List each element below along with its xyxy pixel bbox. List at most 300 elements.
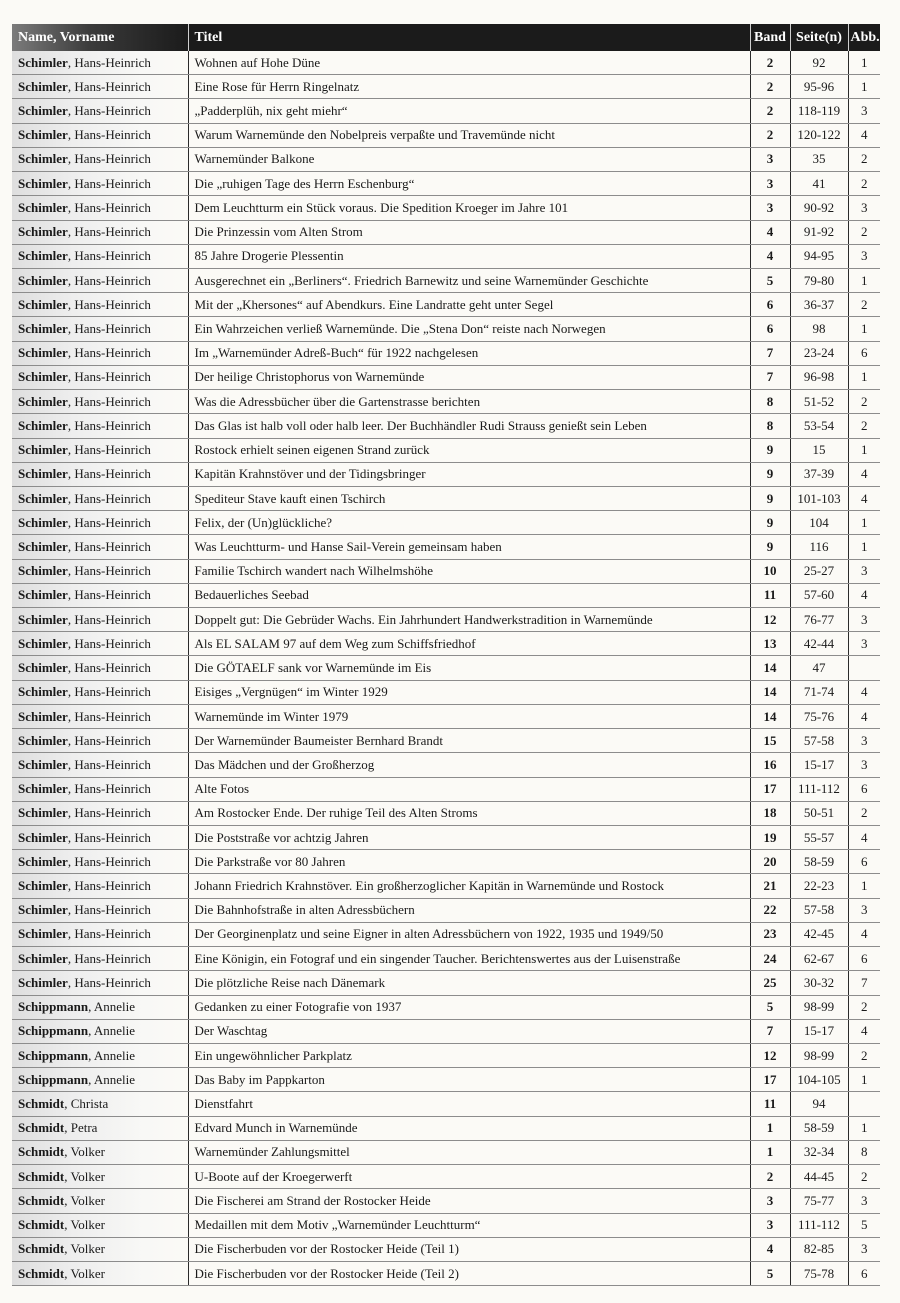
article-title: Wohnen auf Hohe Düne [188,51,750,75]
table-row [12,704,880,728]
table-body [12,51,880,1286]
author-given-name: Hans-Heinrich [74,127,151,143]
table-row [12,75,880,99]
author-surname: Schimler [18,296,68,312]
band-number: 5 [750,995,790,1019]
author-cell: Schippmann, Annelie [12,1043,188,1067]
page-range: 37-39 [790,462,848,486]
article-title: Eisiges „Vergnügen“ im Winter 1929 [188,680,750,704]
author-surname: Schmidt [18,1217,65,1233]
table-row [12,1092,880,1116]
author-surname: Schmidt [18,1120,65,1136]
band-number: 23 [750,922,790,946]
article-title: Die Parkstraße vor 80 Jahren [188,850,750,874]
author-cell: Schimler, Hans-Heinrich [12,390,188,414]
page-range: 35 [790,147,848,171]
header-seite: Seite(n) [790,24,848,51]
article-title: Der Waschtag [188,1019,750,1043]
article-title: Das Mädchen und der Großherzog [188,753,750,777]
article-title: Gedanken zu einer Fotografie von 1937 [188,995,750,1019]
article-title: Was die Adressbücher über die Gartenstrasse berichten [188,390,750,414]
author-given-name: Hans-Heinrich [74,321,151,337]
author-given-name: Volker [70,1192,105,1208]
author-cell: Schimler, Hans-Heinrich [12,244,188,268]
author-cell: Schimler, Hans-Heinrich [12,317,188,341]
page-range: 95-96 [790,75,848,99]
band-number: 25 [750,971,790,995]
table-row [12,1261,880,1285]
article-title: Die Poststraße vor achtzig Jahren [188,826,750,850]
article-title: Was Leuchtturm- und Hanse Sail-Verein gemeinsam haben [188,535,750,559]
author-given-name: Volker [70,1168,105,1184]
author-surname: Schmidt [18,1168,65,1184]
author-given-name: Hans-Heinrich [74,684,151,700]
author-surname: Schimler [18,393,68,409]
table-row [12,414,880,438]
author-given-name: Hans-Heinrich [74,660,151,676]
article-title: U-Boote auf der Kroegerwerft [188,1165,750,1189]
band-number: 2 [750,51,790,75]
figure-count: 1 [848,365,880,389]
band-number: 9 [750,486,790,510]
article-title: Felix, der (Un)glückliche? [188,511,750,535]
figure-count: 2 [848,1043,880,1067]
author-given-name: Hans-Heinrich [74,926,151,942]
page-range: 76-77 [790,608,848,632]
table-row [12,147,880,171]
page-range: 15-17 [790,1019,848,1043]
page-range: 57-58 [790,729,848,753]
band-number: 6 [750,293,790,317]
table-row [12,293,880,317]
article-title: Doppelt gut: Die Gebrüder Wachs. Ein Jahrhundert Handwerkstradition in Warnemünde [188,608,750,632]
author-cell: Schimler, Hans-Heinrich [12,608,188,632]
header-band: Band [750,24,790,51]
article-title: Warum Warnemünde den Nobelpreis verpaßte und Travemünde nicht [188,123,750,147]
article-title: Die Fischerbuden vor der Rostocker Heide (Teil 2) [188,1261,750,1285]
table-row [12,1165,880,1189]
page-range: 57-60 [790,583,848,607]
author-given-name: Annelie [93,999,136,1015]
author-cell: Schimler, Hans-Heinrich [12,75,188,99]
table-row [12,826,880,850]
author-given-name: Hans-Heinrich [74,732,151,748]
table-row [12,1043,880,1067]
author-given-name: Hans-Heinrich [74,248,151,264]
table-row [12,1116,880,1140]
article-title: Medaillen mit dem Motiv „Warnemünder Leuchtturm“ [188,1213,750,1237]
table-row [12,1140,880,1164]
author-cell: Schippmann, Annelie [12,1068,188,1092]
author-cell: Schimler, Hans-Heinrich [12,535,188,559]
author-cell: Schippmann, Annelie [12,995,188,1019]
author-surname: Schimler [18,345,68,361]
author-surname: Schimler [18,417,68,433]
author-cell: Schmidt, Volker [12,1237,188,1261]
article-title: Die „ruhigen Tage des Herrn Eschenburg“ [188,172,750,196]
author-surname: Schippmann [18,1047,89,1063]
author-given-name: Annelie [93,1071,136,1087]
author-given-name: Volker [70,1241,105,1257]
author-surname: Schimler [18,514,68,530]
table-row [12,317,880,341]
author-given-name: Hans-Heinrich [74,417,151,433]
figure-count [848,1092,880,1116]
page-range: 118-119 [790,99,848,123]
author-surname: Schimler [18,127,68,143]
figure-count: 2 [848,147,880,171]
page-range: 41 [790,172,848,196]
band-number: 1 [750,1116,790,1140]
author-given-name: Hans-Heinrich [74,54,151,70]
author-surname: Schimler [18,660,68,676]
table-row [12,632,880,656]
figure-count: 3 [848,244,880,268]
page-range: 71-74 [790,680,848,704]
author-given-name: Hans-Heinrich [74,442,151,458]
page-range: 75-76 [790,704,848,728]
band-number: 9 [750,511,790,535]
author-surname: Schmidt [18,1144,65,1160]
band-number: 18 [750,801,790,825]
article-title: Die plötzliche Reise nach Dänemark [188,971,750,995]
article-title: „Padderplüh, nix geht miehr“ [188,99,750,123]
article-title: Kapitän Krahnstöver und der Tidingsbringer [188,462,750,486]
page-range: 32-34 [790,1140,848,1164]
page-range: 98 [790,317,848,341]
author-given-name: Hans-Heinrich [74,974,151,990]
author-cell: Schmidt, Volker [12,1261,188,1285]
author-surname: Schimler [18,175,68,191]
author-surname: Schmidt [18,1096,65,1112]
page-range: 30-32 [790,971,848,995]
author-surname: Schimler [18,974,68,990]
table-row [12,922,880,946]
author-cell: Schimler, Hans-Heinrich [12,874,188,898]
page-range: 98-99 [790,995,848,1019]
author-surname: Schimler [18,732,68,748]
author-given-name: Hans-Heinrich [74,878,151,894]
table-row [12,971,880,995]
page-range: 101-103 [790,486,848,510]
author-surname: Schimler [18,853,68,869]
author-given-name: Volker [70,1217,105,1233]
author-surname: Schimler [18,151,68,167]
table-row [12,1019,880,1043]
author-given-name: Hans-Heinrich [74,490,151,506]
figure-count: 3 [848,898,880,922]
article-title: Die Prinzessin vom Alten Strom [188,220,750,244]
figure-count: 1 [848,268,880,292]
author-cell: Schimler, Hans-Heinrich [12,898,188,922]
author-given-name: Hans-Heinrich [74,514,151,530]
figure-count: 4 [848,462,880,486]
author-given-name: Hans-Heinrich [74,781,151,797]
figure-count: 3 [848,1189,880,1213]
band-number: 13 [750,632,790,656]
author-cell: Schimler, Hans-Heinrich [12,462,188,486]
author-cell: Schimler, Hans-Heinrich [12,801,188,825]
author-cell: Schimler, Hans-Heinrich [12,656,188,680]
author-given-name: Hans-Heinrich [74,369,151,385]
page-range: 53-54 [790,414,848,438]
author-surname: Schimler [18,635,68,651]
article-title: Ein Wahrzeichen verließ Warnemünde. Die „Stena Don“ reiste nach Norwegen [188,317,750,341]
band-number: 7 [750,365,790,389]
author-surname: Schimler [18,805,68,821]
table-row [12,947,880,971]
article-title: Dienstfahrt [188,1092,750,1116]
article-title: Warnemünder Balkone [188,147,750,171]
author-surname: Schimler [18,224,68,240]
band-number: 19 [750,826,790,850]
article-title: Mit der „Khersones“ auf Abendkurs. Eine Landratte geht unter Segel [188,293,750,317]
table-row [12,535,880,559]
band-number: 2 [750,99,790,123]
author-cell: Schimler, Hans-Heinrich [12,293,188,317]
table-row [12,51,880,75]
band-number: 7 [750,341,790,365]
figure-count: 4 [848,680,880,704]
band-number: 3 [750,1213,790,1237]
author-surname: Schimler [18,248,68,264]
author-given-name: Volker [70,1144,105,1160]
article-title: Spediteur Stave kauft einen Tschirch [188,486,750,510]
author-cell: Schmidt, Petra [12,1116,188,1140]
figure-count: 6 [848,341,880,365]
table-row [12,1237,880,1261]
figure-count: 1 [848,317,880,341]
author-given-name: Hans-Heinrich [74,538,151,554]
band-number: 8 [750,414,790,438]
figure-count: 1 [848,535,880,559]
figure-count: 4 [848,1019,880,1043]
author-surname: Schimler [18,466,68,482]
band-number: 4 [750,1237,790,1261]
figure-count: 3 [848,729,880,753]
author-given-name: Hans-Heinrich [74,103,151,119]
author-given-name: Hans-Heinrich [74,393,151,409]
band-number: 3 [750,172,790,196]
author-surname: Schimler [18,321,68,337]
table-row [12,462,880,486]
figure-count: 6 [848,850,880,874]
author-given-name: Hans-Heinrich [74,296,151,312]
author-surname: Schimler [18,442,68,458]
table-row [12,753,880,777]
table-row [12,172,880,196]
author-cell: Schimler, Hans-Heinrich [12,220,188,244]
author-cell: Schimler, Hans-Heinrich [12,850,188,874]
band-number: 4 [750,244,790,268]
figure-count: 2 [848,390,880,414]
page-range: 58-59 [790,850,848,874]
article-title: Der heilige Christophorus von Warnemünde [188,365,750,389]
table-row [12,220,880,244]
page-range: 116 [790,535,848,559]
figure-count: 3 [848,559,880,583]
band-number: 8 [750,390,790,414]
figure-count: 3 [848,99,880,123]
table-row [12,244,880,268]
page-range: 79-80 [790,268,848,292]
author-surname: Schimler [18,926,68,942]
band-number: 9 [750,462,790,486]
band-number: 24 [750,947,790,971]
author-cell: Schmidt, Volker [12,1189,188,1213]
band-number: 2 [750,123,790,147]
article-title: Am Rostocker Ende. Der ruhige Teil des Alten Stroms [188,801,750,825]
table-row [12,1068,880,1092]
figure-count: 2 [848,220,880,244]
table-row [12,196,880,220]
page-range: 51-52 [790,390,848,414]
figure-count: 1 [848,75,880,99]
article-title: Johann Friedrich Krahnstöver. Ein großherzoglicher Kapitän in Warnemünde und Rostock [188,874,750,898]
page-range: 104 [790,511,848,535]
article-title: Alte Fotos [188,777,750,801]
article-title: Die GÖTAELF sank vor Warnemünde im Eis [188,656,750,680]
figure-count: 1 [848,511,880,535]
figure-count: 2 [848,995,880,1019]
band-number: 1 [750,1140,790,1164]
author-surname: Schmidt [18,1192,65,1208]
page-range: 94 [790,1092,848,1116]
article-title: Die Fischerei am Strand der Rostocker Heide [188,1189,750,1213]
author-cell: Schimler, Hans-Heinrich [12,147,188,171]
page-range: 15 [790,438,848,462]
page-range: 44-45 [790,1165,848,1189]
table-row [12,511,880,535]
author-surname: Schippmann [18,1023,89,1039]
page-range: 55-57 [790,826,848,850]
author-given-name: Hans-Heinrich [74,611,151,627]
author-given-name: Hans-Heinrich [74,756,151,772]
author-cell: Schimler, Hans-Heinrich [12,511,188,535]
band-number: 20 [750,850,790,874]
author-given-name: Hans-Heinrich [74,563,151,579]
figure-count: 1 [848,438,880,462]
author-given-name: Hans-Heinrich [74,272,151,288]
author-cell: Schippmann, Annelie [12,1019,188,1043]
band-number: 16 [750,753,790,777]
author-cell: Schmidt, Volker [12,1213,188,1237]
author-surname: Schimler [18,272,68,288]
article-title: Warnemünder Zahlungsmittel [188,1140,750,1164]
header-name: Name, Vorname [12,24,188,51]
page-range: 91-92 [790,220,848,244]
author-cell: Schimler, Hans-Heinrich [12,99,188,123]
author-cell: Schimler, Hans-Heinrich [12,172,188,196]
author-cell: Schimler, Hans-Heinrich [12,365,188,389]
author-surname: Schmidt [18,1241,65,1257]
table-row [12,898,880,922]
band-number: 15 [750,729,790,753]
page-range: 50-51 [790,801,848,825]
author-surname: Schimler [18,587,68,603]
author-cell: Schimler, Hans-Heinrich [12,583,188,607]
table-header [12,24,880,51]
author-surname: Schimler [18,878,68,894]
author-given-name: Volker [70,1265,105,1281]
band-number: 9 [750,535,790,559]
author-cell: Schimler, Hans-Heinrich [12,704,188,728]
figure-count: 1 [848,874,880,898]
figure-count: 1 [848,1068,880,1092]
author-cell: Schimler, Hans-Heinrich [12,341,188,365]
page-range: 25-27 [790,559,848,583]
author-given-name: Hans-Heinrich [74,829,151,845]
article-title: Als EL SALAM 97 auf dem Weg zum Schiffsfriedhof [188,632,750,656]
author-cell: Schimler, Hans-Heinrich [12,486,188,510]
author-surname: Schippmann [18,999,89,1015]
figure-count: 4 [848,486,880,510]
author-surname: Schimler [18,756,68,772]
article-title: Der Warnemünder Baumeister Bernhard Brandt [188,729,750,753]
author-given-name: Hans-Heinrich [74,224,151,240]
article-title: Eine Rose für Herrn Ringelnatz [188,75,750,99]
page-range: 120-122 [790,123,848,147]
band-number: 3 [750,196,790,220]
author-surname: Schimler [18,54,68,70]
figure-count: 7 [848,971,880,995]
figure-count [848,656,880,680]
article-title: Bedauerliches Seebad [188,583,750,607]
author-cell: Schmidt, Christa [12,1092,188,1116]
author-surname: Schimler [18,684,68,700]
table-row [12,341,880,365]
page-range: 15-17 [790,753,848,777]
author-given-name: Hans-Heinrich [74,151,151,167]
table-row [12,680,880,704]
author-cell: Schmidt, Volker [12,1140,188,1164]
author-surname: Schimler [18,563,68,579]
figure-count: 6 [848,777,880,801]
author-cell: Schimler, Hans-Heinrich [12,438,188,462]
article-title: Das Glas ist halb voll oder halb leer. Der Buchhändler Rudi Strauss genießt sein Leben [188,414,750,438]
table-row [12,850,880,874]
author-cell: Schimler, Hans-Heinrich [12,777,188,801]
page-range: 111-112 [790,1213,848,1237]
article-title: Im „Warnemünder Adreß-Buch“ für 1922 nachgelesen [188,341,750,365]
band-number: 3 [750,1189,790,1213]
band-number: 12 [750,1043,790,1067]
table-row [12,729,880,753]
page-range: 57-58 [790,898,848,922]
table-row [12,123,880,147]
author-cell: Schimler, Hans-Heinrich [12,196,188,220]
header-title: Titel [188,24,750,51]
figure-count: 1 [848,1116,880,1140]
page-range: 23-24 [790,341,848,365]
article-title: Familie Tschirch wandert nach Wilhelmshöhe [188,559,750,583]
figure-count: 4 [848,922,880,946]
author-cell: Schimler, Hans-Heinrich [12,632,188,656]
author-surname: Schimler [18,369,68,385]
author-cell: Schimler, Hans-Heinrich [12,947,188,971]
author-cell: Schimler, Hans-Heinrich [12,826,188,850]
author-surname: Schippmann [18,1071,89,1087]
band-number: 7 [750,1019,790,1043]
band-number: 22 [750,898,790,922]
author-surname: Schimler [18,781,68,797]
header-abb: Abb. [848,24,880,51]
author-given-name: Petra [70,1120,98,1136]
band-number: 21 [750,874,790,898]
table-row [12,1189,880,1213]
table-row [12,99,880,123]
band-number: 2 [750,1165,790,1189]
